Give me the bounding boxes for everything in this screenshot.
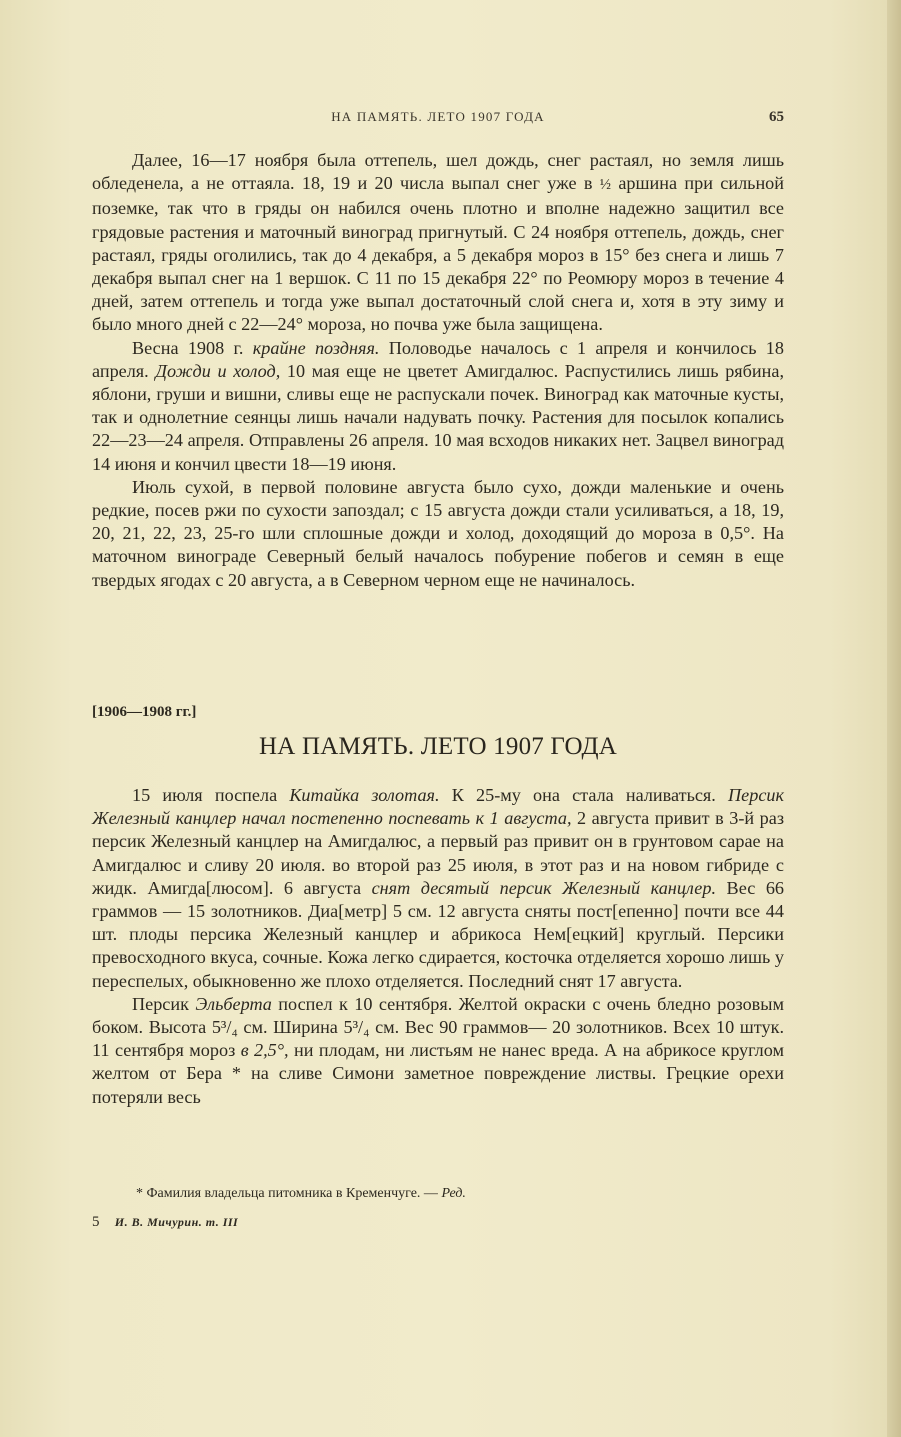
paragraph-text: ни плодам, ни листьям не нанес вреда. А на абрикосе круглом желтом от Бера * на сливе Симони заметное повреждение листвы. Грецкие орехи потеряли весь xyxy=(92,1040,785,1107)
paragraph-text: Половодье началось с 1 апреля и кончилось 18 апреля. xyxy=(92,337,784,381)
paragraph-text: Июль сухой, в первой половине августа было сухо, дожди маленькие и очень редкие, посев ржи по сухости запоздал; с 15 августа дожди стали усиливаться, а 18, 19, 20, 21, 22, 23, 25-го шли сплошные дожди и холод, доходящий до мороза в 0,5°. На маточном винограде Северный белый началось побурение побегов и семян в еще твердых ягодах с 20 августа, а в Северном черном еще не начиналось. xyxy=(92,476,784,590)
running-title: НА ПАМЯТЬ. ЛЕТО 1907 ГОДА xyxy=(331,109,545,124)
signature-number: 5 xyxy=(92,1214,100,1230)
paragraph-text: 2 августа привит в 3-й раз персик Железный канцлер на Амигдалюс, а первый раз привит он в грунтовом сарае на Амигдалюс и сливу 20 июля. во второй раз 25 июля, в этот раз и на новом гибриде с жидк. Амигда[люсом]. 6 августа xyxy=(92,808,785,898)
page-number: 65 xyxy=(769,109,784,125)
paragraph-july xyxy=(92,784,784,993)
paragraph-elberta xyxy=(92,993,784,1109)
paragraph-text: Далее, 16—17 ноября была оттепель, шел дождь, снег растаял, но земля лишь обледенела, а не оттаяла. 18, 19 и 20 числа выпал снег уже в xyxy=(92,150,784,194)
date-note: [1906—1908 гг.] xyxy=(92,704,197,720)
paragraph-text: Весна 1908 г. xyxy=(132,337,253,358)
printer-signature xyxy=(92,1214,238,1231)
italic-text: Дожди и холод, xyxy=(155,360,281,381)
paragraph-text: аршина при сильной поземке, так что в гряды он набился очень плотно и вполне надежно защитил все грядовые растения и маточный виноград пригнутый. С 24 ноября оттепель, дождь, снег растаял, гряды оголились, так до 4 декабря, а 5 декабря мороз в 15° без снега и лишь 7 декабря выпал снег на 1 вершок. С 11 по 15 декабря 22° по Реомюру мороз в течение 4 дней, затем оттепель и тогда уже выпал достаточный слой снега и, хотя в эту зиму и было много дней с 22—24° мороза, но почва уже была защищена. xyxy=(92,173,785,335)
italic-text: Китайка золотая. xyxy=(289,785,440,805)
section-title: НА ПАМЯТЬ. ЛЕТО 1907 ГОДА xyxy=(259,733,617,760)
text-block-1907 xyxy=(92,784,784,1109)
page-edge xyxy=(887,0,901,1437)
paragraph-text: Вес 66 граммов — 15 золотников. Диа[метр] 5 см. 12 августа сняты пост[епенно] почти все 44 шт. плоды персика Железный канцлер и абрикоса Нем[ецкий] круглый. Персики превосходного вкуса, сочные. Кожа легко сдирается, косточка отделяется хорошо лишь у переспелых, обыкновенно же плохо отделяется. Последний снят 17 августа. xyxy=(92,877,785,991)
paragraph-text: поспел к 10 сентября. Желтой окраски с очень бледно розовым боком. Высота 5³/₄ см. Ширина 5³/₄ см. Вес 90 граммов— 20 золотников. Всех 10 штук. 11 сентября мороз xyxy=(92,993,784,1061)
paragraph-text: 10 мая еще не цветет Амигдалюс. Распустились лишь рябина, яблони, груши и вишни, сливы еще не распускали почек. Виноград как маточные кусты, так и однолетние сеянцы лишь начали надувать почку. Растения для посылок копались 22—23—24 апреля. Отправлены 26 апреля. 10 мая всходов никаких нет. Зацвел виноград 14 июня и кончил цвести 18—19 июня. xyxy=(92,360,785,474)
italic-text: Персик Железный канцлер начал постепенно поспевать к 1 августа, xyxy=(92,785,784,829)
signature-text: И. В. Мичурин. т. III xyxy=(114,1215,239,1229)
paragraph-text: Персик xyxy=(132,993,196,1014)
italic-text: в 2,5°, xyxy=(240,1040,289,1061)
italic-text: Эльберта xyxy=(195,993,272,1014)
footnote xyxy=(136,1186,466,1202)
paragraph-winter xyxy=(92,149,784,337)
paragraph-text: 15 июля поспела xyxy=(132,785,290,805)
italic-text: крайне поздняя. xyxy=(252,337,380,358)
footnote-editor: Ред. xyxy=(441,1186,466,1201)
paragraph-text: К 25-му она стала наливаться. xyxy=(439,785,729,805)
italic-text: снят десятый персик Железный канцлер. xyxy=(371,877,717,898)
paragraph-spring xyxy=(92,337,784,476)
text-block-winter xyxy=(92,149,784,592)
paragraph-summer xyxy=(92,476,784,592)
footnote-text: * Фамилия владельца питомника в Кременчуге. — xyxy=(136,1186,442,1201)
running-head xyxy=(92,109,784,129)
fraction: ½ xyxy=(599,177,612,194)
